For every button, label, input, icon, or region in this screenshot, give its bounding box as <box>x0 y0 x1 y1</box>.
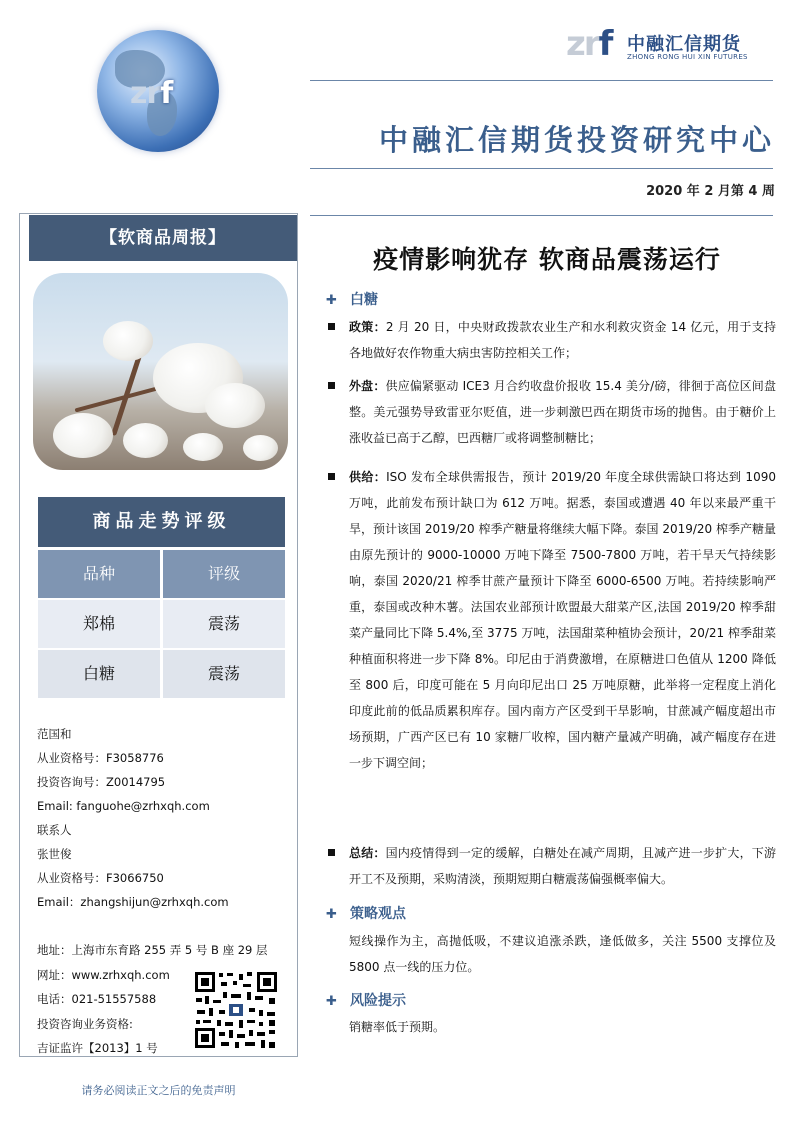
brand-logo-mark: zrf <box>566 24 612 64</box>
sugar-summary-item: 总结：国内疫情得到一定的缓解，白糖处在减产周期，且减产进一步扩大，下游开工不及预期，采购清淡，预期短期白糖震荡偏强概率偏大。 <box>328 840 776 892</box>
contact-line: 范国和 <box>37 727 72 741</box>
cotton-photo <box>33 273 288 470</box>
cotton-boll <box>53 413 113 458</box>
cotton-boll <box>183 433 223 461</box>
section-title-sugar: ✚ 白糖 <box>326 292 378 308</box>
contact-line: 投资咨询号：Z0014795 <box>37 775 166 789</box>
pin-icon: ✚ <box>326 994 337 1009</box>
license-line: 吉证监许【2013】1 号 <box>37 1041 158 1055</box>
report-headline: 疫情影响犹存 软商品震荡运行 <box>373 245 721 274</box>
rating-table-title: 商品走势评级 <box>38 497 285 547</box>
website-line[interactable]: 网址：www.zrhxqh.com <box>37 967 170 982</box>
bullet-square-icon <box>328 473 335 480</box>
license-line: 投资咨询业务资格: <box>37 1016 133 1031</box>
bullet-square-icon <box>328 323 335 330</box>
contact-line: 张世俊 <box>37 847 72 861</box>
qr-code-icon[interactable] <box>193 970 279 1050</box>
cotton-boll <box>243 435 278 461</box>
pin-icon: ✚ <box>326 907 337 922</box>
brand-name-english: ZHONG RONG HUI XIN FUTURES <box>627 53 748 61</box>
contact-line: 从业资格号：F3058776 <box>37 751 164 765</box>
address-line: 地址：上海市东育路 255 弄 5 号 B 座 29 层 <box>37 943 268 957</box>
brand-name: 中融汇信期货 <box>627 34 741 55</box>
section-title-risk: ✚ 风险提示 <box>326 993 406 1009</box>
bullet-square-icon <box>328 849 335 856</box>
report-type-tag: 【软商品周报】 <box>29 215 297 261</box>
phone-line: 电话：021-51557588 <box>37 992 157 1006</box>
bullet-square-icon <box>328 382 335 389</box>
analyst-contacts <box>37 722 292 914</box>
rating-cell-rating: 震荡 <box>163 600 285 648</box>
rating-cell-commodity: 郑棉 <box>38 600 160 648</box>
contact-email[interactable]: Email: fanguohe@zrhxqh.com <box>37 799 210 813</box>
rating-cell-rating: 震荡 <box>163 650 285 698</box>
strategy-text: 短线操作为主，高抛低吸，不建议追涨杀跌，逢低做多，关注 5500 支撑位及 5800 点一线的压力位。 <box>349 934 776 974</box>
contact-email[interactable]: Email：zhangshijun@zrhxqh.com <box>37 895 229 909</box>
research-center-title: 中融汇信期货投资研究中心 <box>378 123 775 157</box>
rating-header-rating: 评级 <box>163 550 285 598</box>
contact-line: 联系人 <box>37 823 72 837</box>
report-date: 2020 年 2 月第 4 周 <box>646 184 775 199</box>
risk-text: 销糖率低于预期。 <box>349 1020 446 1034</box>
cotton-boll <box>205 383 265 428</box>
sugar-policy-item: 政策：2 月 20 日，中央财政拨款农业生产和水利救灾资金 14 亿元，用于支持各地做好农作物重大病虫害防控相关工作； <box>328 314 776 366</box>
cotton-boll <box>123 423 168 458</box>
globe-logo-mark: zrf <box>130 76 173 111</box>
contact-line: 从业资格号：F3066750 <box>37 871 164 885</box>
rating-cell-commodity: 白糖 <box>38 650 160 698</box>
date-divider <box>310 215 773 216</box>
pin-icon: ✚ <box>326 293 337 308</box>
cotton-boll <box>103 321 153 361</box>
sugar-foreign-market-item: 外盘：供应偏紧驱动 ICE3 月合约收盘价报收 15.4 美分/磅，徘徊于高位区间盘整。美元强势导致雷亚尔贬值，进一步刺激巴西在期货市场的抛售。由于糖价上涨收益已高于乙醇，巴西糖厂或将调整制糖比； <box>328 373 776 451</box>
sugar-supply-item: 供给：ISO 发布全球供需报告，预计 2019/20 年度全球供需缺口将达到 1090 万吨，此前发布预计缺口为 612 万吨。据悉，泰国或遭遇 40 年以来最严重干旱，预计该国 2019/20 榨季产糖量将继续大幅下降。泰国 2019/20 榨季产糖量由原先预计的 9000-10000 万吨下降至 7500-7800 万吨，若干旱天气持续影响，泰国 2020/21 榨季甘蔗产量预计下降至 6000-6500 万吨。若持续影响严重，泰国或改种木薯。法国农业部预计欧盟最大甜菜产区,法国 2019/20 榨季甜菜产量同比下降 5.4%,至 3775 万吨，法国甜菜种植协会预计，20/21 榨季甜菜种植面积将进一步下降 8%。印尼由于消费激增，在原糖进口色值从 1200 降低至 800 后，印度可能在 5 月向印尼出口 25 万吨原糖，此举将一定程度上消化印度此前的低品质累积库存。国内南方产区受到干旱影响，甘蔗减产幅度超出市场预期，广西产区已有 10 家糖厂收榨，国内糖产量减产明确，减产幅度存在进一步下调空间； <box>328 464 776 776</box>
section-title-strategy: ✚ 策略观点 <box>326 906 406 922</box>
disclaimer-note: 请务必阅读正文之后的免责声明 <box>81 1084 236 1097</box>
rating-header-commodity: 品种 <box>38 550 160 598</box>
title-divider <box>310 168 773 169</box>
header-divider <box>310 80 773 81</box>
